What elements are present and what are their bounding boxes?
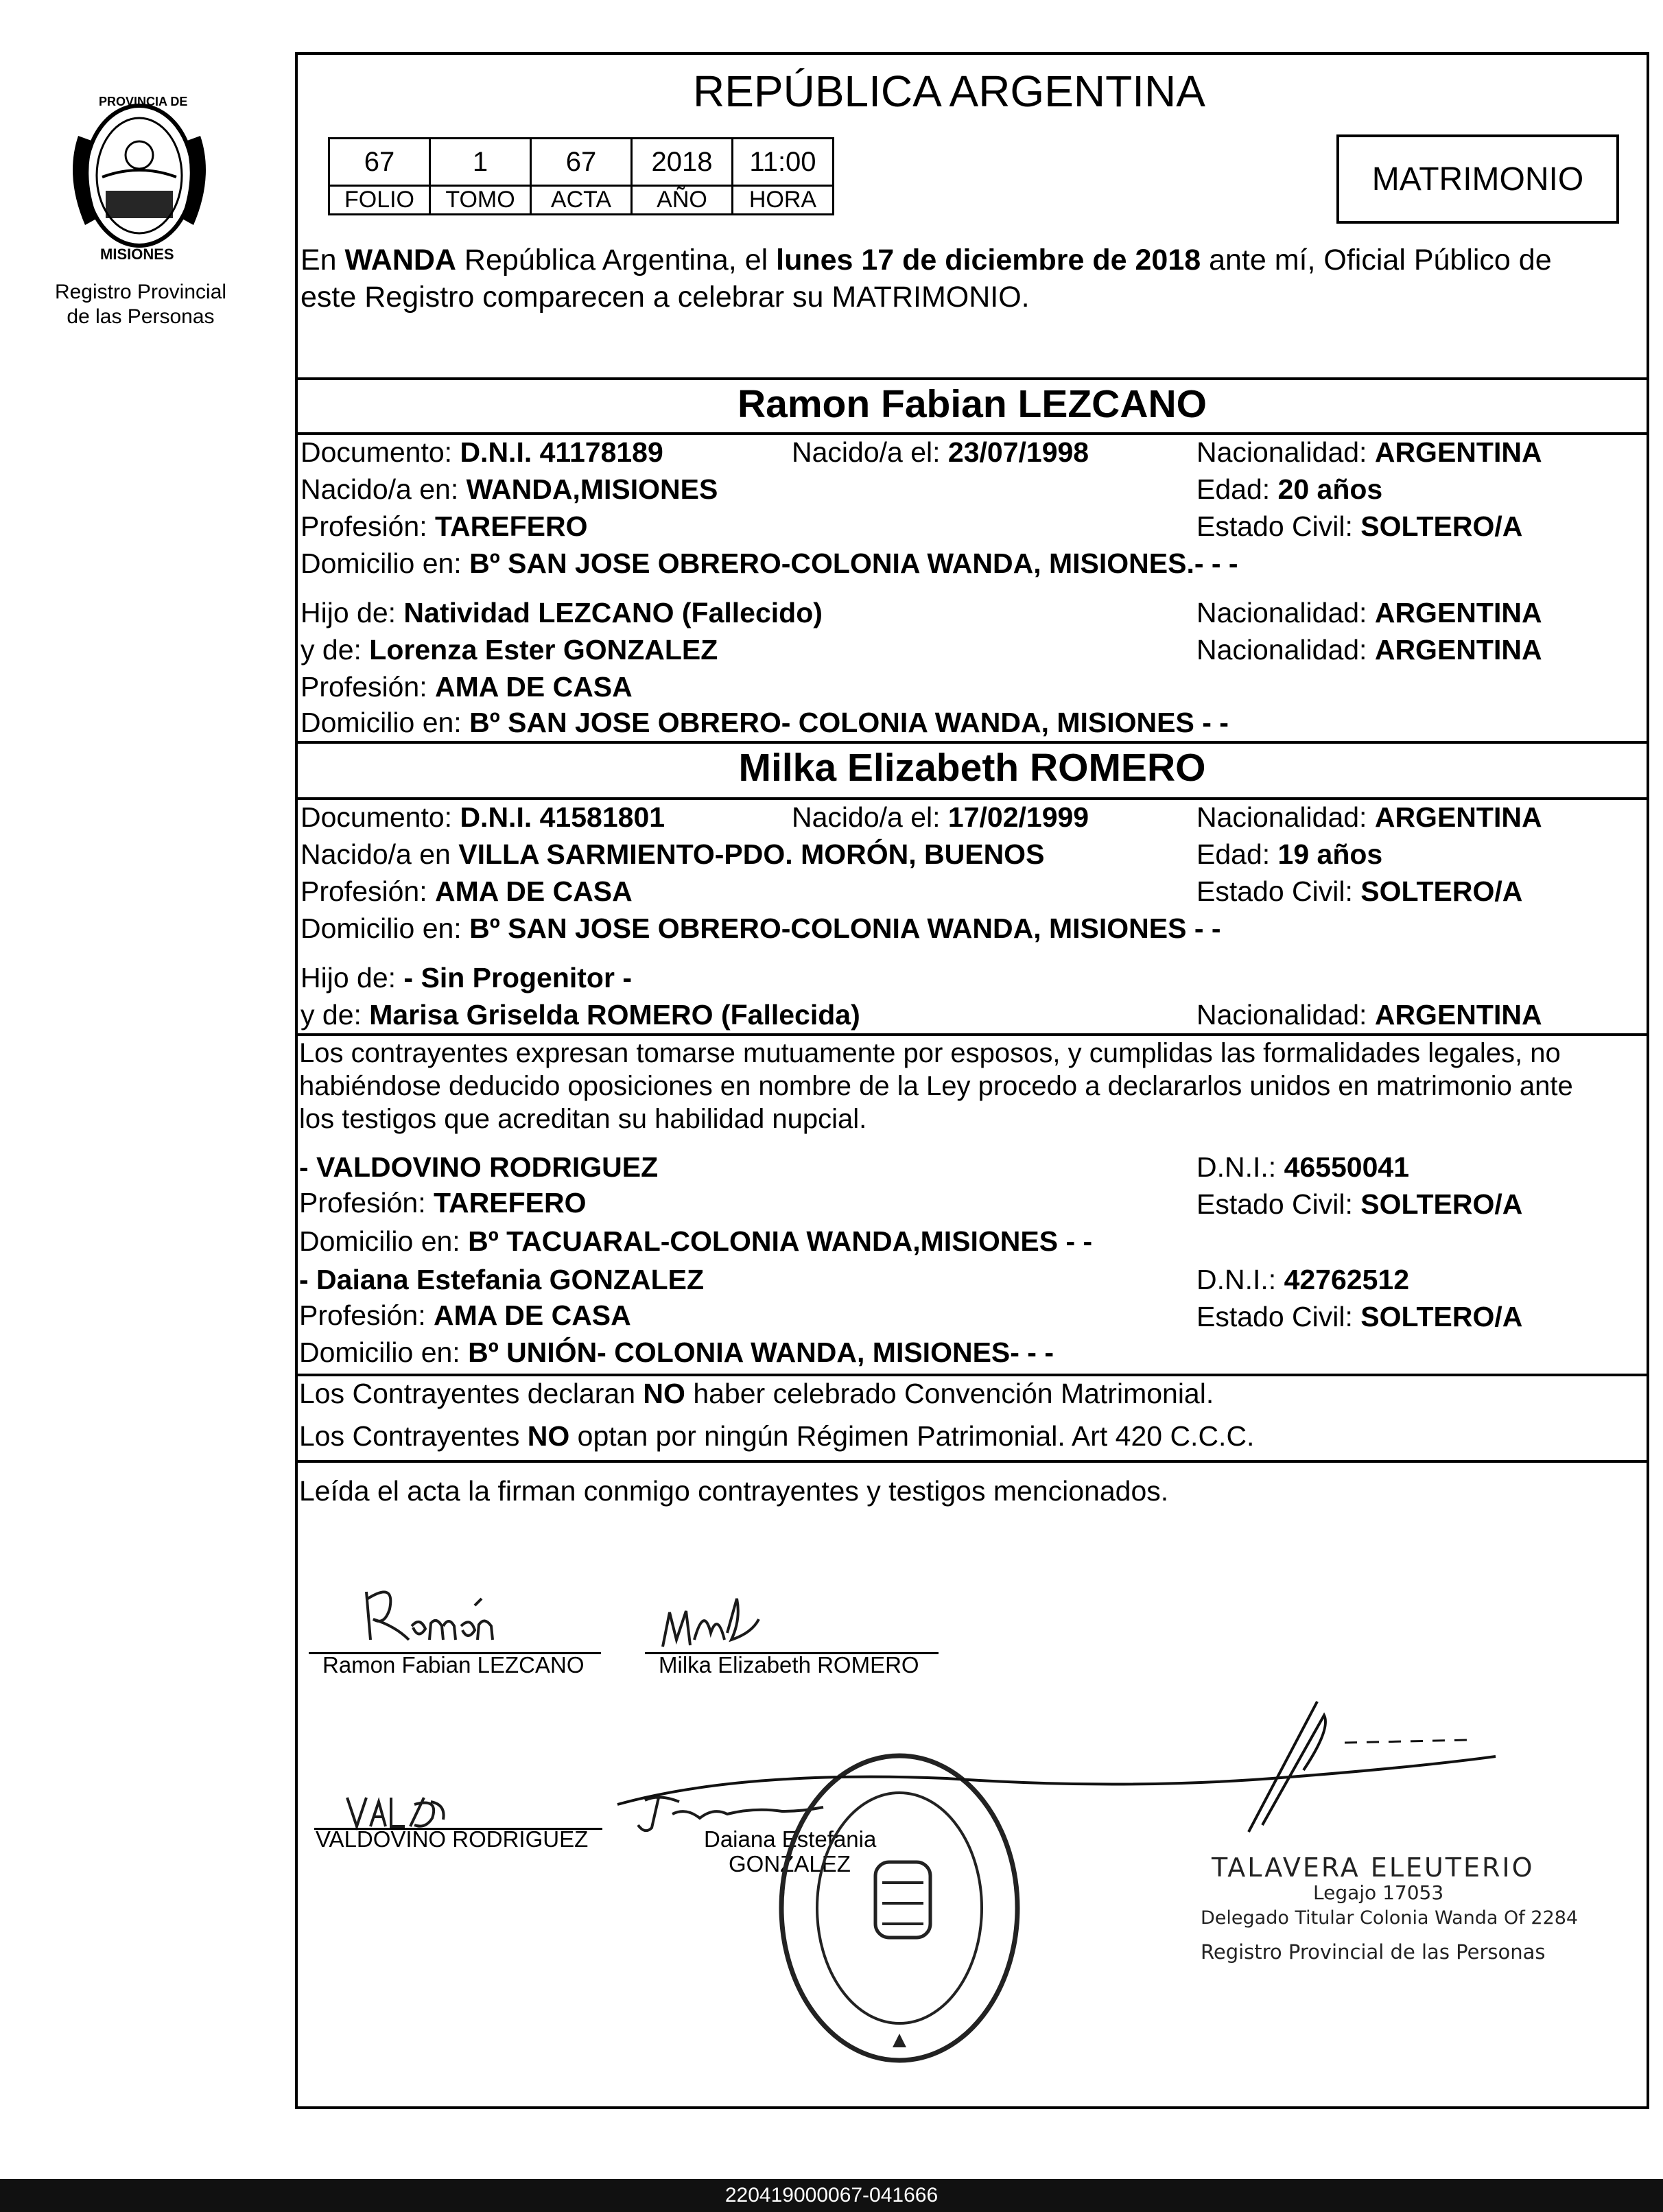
folio-value: 67: [329, 139, 430, 186]
convention-line2: [299, 1420, 1254, 1452]
text: Los Contrayentes: [299, 1420, 528, 1452]
divider: [295, 741, 1649, 744]
value: Marisa Griselda ROMERO (Fallecida): [369, 999, 860, 1031]
logo-text-bottom: MISIONES: [100, 246, 174, 263]
spouse1-name: Ramon Fabian LEZCANO: [737, 382, 1207, 426]
official-legajo: Legajo 17053: [1313, 1881, 1444, 1904]
closing-statement: Leída el acta la firman conmigo contrayentes y testigos mencionados.: [299, 1475, 1169, 1507]
declaration-line1: Los contrayentes expresan tomarse mutuamente por esposos, y cumplidas las formalidades legales, no: [299, 1038, 1561, 1068]
official-org: Registro Provincial de las Personas: [1201, 1940, 1546, 1964]
label: Hijo de:: [300, 962, 404, 993]
spouse2-father: [300, 962, 632, 993]
convention-line1: [299, 1378, 1214, 1409]
label: Domicilio en:: [299, 1225, 469, 1257]
official-signature: [604, 1688, 1509, 1852]
label: Domicilio en:: [299, 1337, 469, 1368]
logo-caption-line1: Registro Provincial: [54, 281, 227, 303]
spouse1-profession: [300, 510, 587, 542]
divider: [295, 797, 1649, 800]
spouse1-civil-status: [1196, 510, 1522, 542]
label: Estado Civil:: [1196, 875, 1361, 907]
acta-label: ACTA: [531, 186, 632, 215]
witness2-civil-status: [1196, 1301, 1522, 1332]
spouse1-document: [300, 436, 663, 468]
value: 42762512: [1284, 1264, 1409, 1295]
witness1-address: [299, 1225, 1092, 1257]
value: 19 años: [1277, 838, 1383, 870]
folio-label: FOLIO: [329, 186, 430, 215]
value: Bº SAN JOSE OBRERO-COLONIA WANDA, MISIONES - -: [469, 913, 1221, 944]
spouse2-age: [1196, 838, 1382, 870]
text: NO: [527, 1420, 570, 1452]
label: y de:: [300, 999, 370, 1031]
spouse1-age: [1196, 473, 1382, 505]
value: 23/07/1998: [947, 436, 1089, 468]
value: 17/02/1999: [947, 801, 1089, 833]
label: Estado Civil:: [1196, 510, 1361, 542]
label: Nacido/a el:: [792, 801, 948, 833]
divider: [295, 1033, 1649, 1036]
label: D.N.I.:: [1196, 1151, 1284, 1183]
label: Edad:: [1196, 473, 1278, 505]
value: TAREFERO: [434, 1187, 587, 1219]
spouse2-birthplace: [300, 838, 1044, 870]
logo-caption-line2: de las Personas: [67, 305, 215, 328]
value: Bº SAN JOSE OBRERO-COLONIA WANDA, MISIONES.- - -: [469, 548, 1238, 579]
label: Nacionalidad:: [1196, 801, 1375, 833]
witness1-name: - VALDOVINO RODRIGUEZ: [299, 1151, 659, 1183]
intro-line2: este Registro comparecen a celebrar su MATRIMONIO.: [300, 281, 1030, 314]
logo-text-top: PROVINCIA DE: [99, 95, 188, 108]
acta-value: 67: [531, 139, 632, 186]
value: VILLA SARMIENTO-PDO. MORÓN, BUENOS: [458, 838, 1045, 870]
year-label: AÑO: [632, 186, 733, 215]
label: Nacido/a el:: [792, 436, 948, 468]
spouse1-father: [300, 597, 823, 628]
value: TAREFERO: [435, 510, 588, 542]
value: Lorenza Ester GONZALEZ: [369, 634, 718, 666]
label: Edad:: [1196, 838, 1278, 870]
tomo-value: 1: [430, 139, 531, 186]
witness2-address: [299, 1337, 1054, 1368]
label: Nacionalidad:: [1196, 597, 1375, 628]
declaration-line3: los testigos que acreditan su habilidad nupcial.: [299, 1104, 867, 1134]
value: SOLTERO/A: [1360, 1188, 1523, 1220]
value: AMA DE CASA: [435, 671, 633, 703]
spouse2-civil-status: [1196, 875, 1522, 907]
value: SOLTERO/A: [1360, 510, 1523, 542]
value: ARGENTINA: [1374, 436, 1542, 468]
label: Nacionalidad:: [1196, 436, 1375, 468]
witness2-profession: [299, 1299, 631, 1331]
value: Bº TACUARAL-COLONIA WANDA,MISIONES - -: [468, 1225, 1093, 1257]
spouse2-name: Milka Elizabeth ROMERO: [738, 746, 1206, 790]
intro-line1: [300, 244, 1552, 276]
spouse2-nationality: [1196, 801, 1542, 833]
divider: [295, 1374, 1649, 1376]
text: Los Contrayentes declaran: [299, 1378, 644, 1409]
label: Nacionalidad:: [1196, 999, 1375, 1031]
spouse2-profession: [300, 875, 633, 907]
value: ARGENTINA: [1374, 634, 1542, 666]
label: Profesión:: [300, 671, 435, 703]
label: Nacido/a en: [300, 838, 459, 870]
declaration-line2: habiéndose deducido oposiciones en nombre de la Ley procedo a declararlos unidos en matrimonio ante: [299, 1071, 1573, 1101]
witness1-civil-status: [1196, 1188, 1522, 1220]
value: Bº UNIÓN- COLONIA WANDA, MISIONES- - -: [468, 1337, 1054, 1368]
label: y de:: [300, 634, 370, 666]
value: - Sin Progenitor -: [403, 962, 632, 993]
value: 20 años: [1277, 473, 1383, 505]
registry-meta-table: [328, 137, 834, 215]
value: AMA DE CASA: [434, 1299, 631, 1331]
label: Estado Civil:: [1196, 1188, 1361, 1220]
label: Domicilio en:: [300, 548, 470, 579]
label: Domicilio en:: [300, 707, 470, 738]
provincial-seal-logo: [58, 88, 221, 266]
text: NO: [643, 1378, 685, 1409]
value: Natividad LEZCANO (Fallecido): [403, 597, 823, 628]
witness2-signature-caption-2: GONZALEZ: [729, 1851, 851, 1876]
footer-code: 220419000067-041666: [0, 2179, 1663, 2212]
witness2-signature-caption-1: Daiana Estefania: [704, 1826, 877, 1852]
page-title: REPÚBLICA ARGENTINA: [693, 67, 1205, 116]
spouse1-parent-profession: [300, 671, 633, 703]
label: Profesión:: [299, 1187, 434, 1219]
intro-text: En: [300, 244, 345, 276]
witness2-name: - Daiana Estefania GONZALEZ: [299, 1264, 705, 1295]
hour-label: HORA: [733, 186, 834, 215]
spouse1-parent-address: [300, 707, 1229, 738]
witness1-profession: [299, 1187, 586, 1219]
text: optan por ningún Régimen Patrimonial. Art 420 C.C.C.: [569, 1420, 1255, 1452]
spouse2-signature-caption: Milka Elizabeth ROMERO: [659, 1652, 919, 1678]
spouse2-mother-nationality: [1196, 999, 1542, 1031]
witness1-dni: [1196, 1151, 1409, 1183]
label: Profesión:: [300, 875, 435, 907]
official-name: TALAVERA ELEUTERIO: [1212, 1852, 1535, 1883]
divider: [295, 377, 1649, 380]
label: Hijo de:: [300, 597, 404, 628]
spouse1-mother: [300, 634, 718, 666]
intro-city: WANDA: [344, 244, 456, 276]
spouse1-mother-nationality: [1196, 634, 1542, 666]
label: Nacionalidad:: [1196, 634, 1375, 666]
label: Estado Civil:: [1196, 1301, 1361, 1332]
witness1-signature-caption: VALDOVINO RODRIGUEZ: [316, 1826, 589, 1852]
label: Documento:: [300, 801, 460, 833]
label: Documento:: [300, 436, 460, 468]
value: ARGENTINA: [1374, 801, 1542, 833]
text: haber celebrado Convención Matrimonial.: [685, 1378, 1214, 1409]
value: SOLTERO/A: [1360, 1301, 1523, 1332]
spouse1-address: [300, 548, 1238, 579]
tomo-label: TOMO: [430, 186, 531, 215]
divider: [295, 432, 1649, 435]
label: Domicilio en:: [300, 913, 470, 944]
divider: [295, 1460, 1649, 1463]
spouse2-document: [300, 801, 665, 833]
document-type: MATRIMONIO: [1371, 161, 1584, 198]
witness2-dni: [1196, 1264, 1409, 1295]
value: 46550041: [1284, 1151, 1409, 1183]
year-value: 2018: [632, 139, 733, 186]
logo-caption: [27, 280, 254, 329]
hour-value: 11:00: [733, 139, 834, 186]
official-role: Delegado Titular Colonia Wanda Of 2284: [1201, 1907, 1579, 1929]
value: ARGENTINA: [1374, 597, 1542, 628]
value: SOLTERO/A: [1360, 875, 1523, 907]
intro-date: lunes 17 de diciembre de 2018: [776, 244, 1201, 276]
value: WANDA,MISIONES: [466, 473, 718, 505]
label: Nacido/a en:: [300, 473, 467, 505]
value: AMA DE CASA: [435, 875, 633, 907]
spouse1-birthplace: [300, 473, 718, 505]
intro-text: República Argentina, el: [456, 244, 777, 276]
value: D.N.I. 41581801: [460, 801, 665, 833]
value: Bº SAN JOSE OBRERO- COLONIA WANDA, MISIONES - -: [469, 707, 1229, 738]
spouse2-mother: [300, 999, 860, 1031]
spouse1-birthdate: [792, 436, 1089, 468]
label: D.N.I.:: [1196, 1264, 1284, 1295]
witness1-signature: [343, 1784, 453, 1832]
spouse1-signature: [354, 1578, 505, 1654]
label: Profesión:: [299, 1299, 434, 1331]
spouse1-nationality: [1196, 436, 1542, 468]
spouse1-signature-caption: Ramon Fabian LEZCANO: [322, 1652, 585, 1678]
spouse2-signature: [656, 1592, 779, 1654]
spouse2-birthdate: [792, 801, 1089, 833]
spouse2-address: [300, 913, 1221, 944]
spouse1-father-nationality: [1196, 597, 1542, 628]
value: ARGENTINA: [1374, 999, 1542, 1031]
label: Profesión:: [300, 510, 435, 542]
document-type-box: [1336, 134, 1619, 224]
value: D.N.I. 41178189: [460, 436, 663, 468]
intro-text: ante mí, Oficial Público de: [1201, 244, 1552, 276]
